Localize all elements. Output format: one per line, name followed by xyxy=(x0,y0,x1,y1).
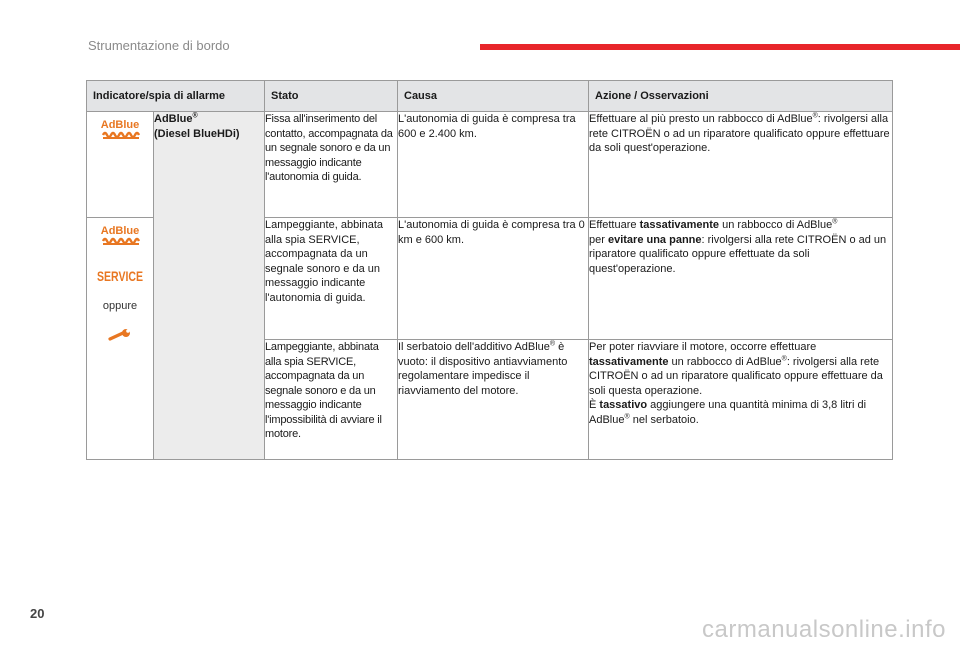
azione-cell: Per poter riavviare il motore, occorre effettuare tassativamente un rabbocco di AdBlue®: rivolgersi alla rete CITROËN o ad un riparatore qualificato oppure effettuare da soli questa operazione. È tassativo aggiungere una quantità minima di 3,8 litri di AdBlue® nel serbatoio. xyxy=(589,340,893,460)
azione-cell: Effettuare al più presto un rabbocco di AdBlue®: rivolgersi alla rete CITROËN o ad un riparatore qualificato oppure effettuare da soli quest'operazione. xyxy=(589,112,893,218)
causa-cell: Il serbatoio dell'additivo AdBlue® è vuoto: il dispositivo antiavviamento regolamentare impedisce il riavviamento del motore. xyxy=(398,340,589,460)
warning-lights-table xyxy=(86,80,893,460)
watermark: carmanualsonline.info xyxy=(702,616,946,643)
adblue-icon xyxy=(97,116,143,142)
indicator-subtitle: (Diesel BlueHDi) xyxy=(154,127,240,140)
stato-cell: Fissa all'inserimento del contatto, accompagnata da un segnale sonoro e da un messaggio indicante l'autonomia di guida. xyxy=(265,112,398,218)
indicator-name-cell xyxy=(154,112,265,460)
col-header-causa: Causa xyxy=(398,81,589,112)
table-row xyxy=(87,112,893,218)
registered-mark: ® xyxy=(192,112,198,120)
service-icon xyxy=(95,267,145,285)
adblue-icon-text: AdBlue xyxy=(100,119,140,131)
adblue-icon xyxy=(97,222,143,248)
adblue-icon-text: AdBlue xyxy=(100,225,140,237)
section-title: Strumentazione di bordo xyxy=(88,38,230,53)
icon-cell xyxy=(87,112,154,218)
causa-cell: L'autonomia di guida è compresa tra 600 e 2.400 km. xyxy=(398,112,589,218)
stato-cell: Lampeggiante, abbinata alla spia SERVICE, accompagnata da un segnale sonoro e da un messaggio indicante l'autonomia di guida. xyxy=(265,218,398,340)
accent-bar xyxy=(480,44,960,50)
page-number: 20 xyxy=(30,606,45,621)
col-header-indicator: Indicatore/spia di allarme xyxy=(87,81,265,112)
col-header-stato: Stato xyxy=(265,81,398,112)
table-header-row xyxy=(87,81,893,112)
indicator-name: AdBlue xyxy=(154,113,193,125)
wrench-icon xyxy=(107,328,133,344)
stato-cell: Lampeggiante, abbinata alla spia SERVICE, accompagnata da un segnale sonoro e da un messaggio indicante l'impossibilità di avviare il motore. xyxy=(265,340,398,460)
col-header-azione: Azione / Osservazioni xyxy=(589,81,893,112)
azione-cell: Effettuare tassativamente un rabbocco di AdBlue® per evitare una panne: rivolgersi alla rete CITROËN o ad un riparatore qualificato oppure effettuate da soli quest'operazione. xyxy=(589,218,893,340)
icon-cell xyxy=(87,218,154,460)
service-icon-text: SERVICE xyxy=(97,267,143,284)
causa-cell: L'autonomia di guida è compresa tra 0 km e 600 km. xyxy=(398,218,589,340)
or-label: oppure xyxy=(102,300,138,312)
